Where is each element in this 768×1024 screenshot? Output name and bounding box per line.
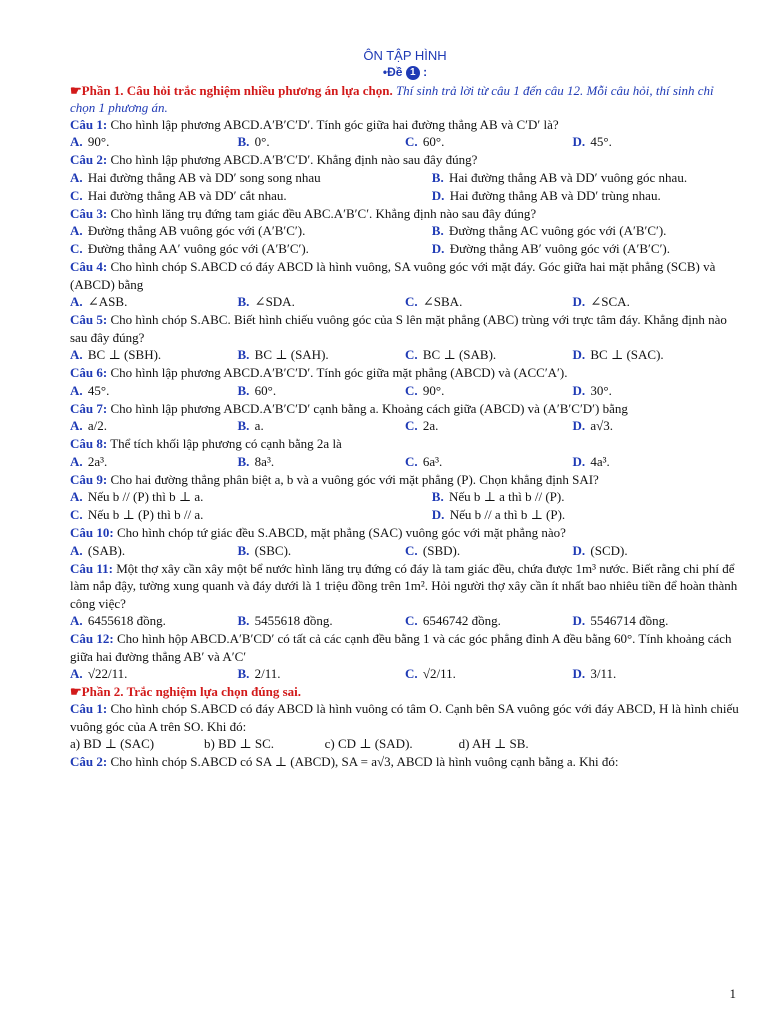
- option-key: B.: [237, 418, 250, 434]
- question-label: Câu 4:: [70, 259, 108, 275]
- question-stem: [70, 435, 740, 453]
- exam-number: [70, 65, 740, 80]
- answer-options: [70, 417, 740, 435]
- answer-option-d[interactable]: [573, 417, 741, 435]
- option-key: B.: [237, 134, 250, 150]
- question-6: [70, 364, 740, 400]
- answer-option-c[interactable]: [405, 542, 573, 560]
- option-key: B.: [237, 382, 250, 398]
- answer-option-c[interactable]: [405, 417, 573, 435]
- option-text: Nếu b // (P) thì b ⊥ a.: [87, 489, 204, 505]
- question-text: Thể tích khối lập phương có cạnh bằng 2a là: [110, 436, 342, 452]
- answer-option-c[interactable]: [405, 665, 573, 683]
- question-label: Câu 2:: [70, 152, 108, 168]
- option-text: (SBC).: [254, 542, 292, 558]
- question-text: Cho hình lập phương ABCD.A′B′C′D′. Tính góc giữa mặt phẳng (ABCD) và (ACC′A′).: [110, 365, 568, 381]
- option-key: C.: [405, 418, 418, 434]
- option-key: D.: [572, 347, 586, 363]
- question-stem: [70, 364, 740, 382]
- option-key: A.: [70, 294, 83, 310]
- answer-option-c[interactable]: [405, 382, 573, 400]
- answer-options: [70, 453, 740, 471]
- question-text: Cho hình lập phương ABCD.A′B′C′D′ cạnh bằng a. Khoảng cách giữa (ABCD) và (A′B′C′D′) bằng: [110, 400, 628, 416]
- option-text: ∠ASB.: [87, 294, 128, 310]
- option-text: a/2.: [87, 418, 108, 434]
- answer-option-c[interactable]: [405, 453, 573, 471]
- exam-page: [70, 48, 740, 771]
- question-label: Câu 1:: [70, 116, 108, 132]
- answer-option-d[interactable]: [432, 187, 740, 205]
- part2-question-1: [70, 700, 740, 735]
- answer-options: [70, 542, 740, 560]
- option-key: B.: [237, 294, 250, 310]
- option-key: A.: [70, 489, 83, 505]
- option-key: A.: [70, 223, 83, 239]
- question-label: Câu 7:: [70, 400, 108, 416]
- option-text: 6455618 đồng.: [87, 613, 166, 629]
- answer-option-a[interactable]: [70, 612, 238, 630]
- option-text: (SAB).: [87, 542, 126, 558]
- answer-option-b[interactable]: [432, 169, 740, 187]
- answer-option-b[interactable]: [432, 222, 740, 240]
- option-key: D.: [572, 666, 586, 682]
- option-text: a.: [254, 418, 264, 434]
- answer-option-a[interactable]: [70, 133, 238, 151]
- option-text: Đường thẳng AC vuông góc với (A′B′C′).: [448, 223, 667, 239]
- answer-option-b[interactable]: [238, 133, 406, 151]
- question-9: [70, 471, 740, 525]
- answer-options: [70, 665, 740, 683]
- question-label: Câu 5:: [70, 312, 108, 328]
- answer-options: [70, 133, 740, 151]
- question-10: [70, 524, 740, 560]
- question-text: Cho hình hộp ABCD.A′B′CD′ có tất cả các cạnh đều bằng 1 và các góc phẳng đỉnh A đều bằng 60°. Tính khoảng cách giữa hai đường thẳng AB′ và A′C′: [70, 631, 732, 664]
- option-key: D.: [572, 542, 586, 558]
- statement-d: d) AH ⊥ SB.: [458, 736, 529, 752]
- option-key: D.: [431, 241, 445, 257]
- option-key: C.: [405, 134, 418, 150]
- question-text: Cho hình chóp S.ABCD có SA ⊥ (ABCD), SA = a√3, ABCD là hình vuông cạnh bằng a. Khi đó:: [110, 754, 619, 770]
- answer-option-a[interactable]: [70, 665, 238, 683]
- statement-a: a) BD ⊥ (SAC): [70, 736, 155, 752]
- answer-options: [70, 293, 740, 311]
- answer-option-c[interactable]: [405, 133, 573, 151]
- question-text: Một thợ xây cần xây một bể nước hình lăng trụ đứng có đáy là tam giác đều, chứa được 1m³ nước. Biết rằng chi phí để làm nắp đậy, tường xung quanh và đáy dưới là 1 triệu đồng trên 1m². Hỏi người thợ xây cần ít nhất bao nhiêu tiền để hoàn thành công việc?: [70, 560, 738, 611]
- option-text: (SCD).: [590, 542, 628, 558]
- question-2: [70, 151, 740, 205]
- question-label: Câu 10:: [70, 525, 114, 541]
- question-label: Câu 9:: [70, 471, 108, 487]
- part1-title: ☛Phần 1. Câu hỏi trắc nghiệm nhiều phương án lựa chọn.: [70, 82, 393, 98]
- option-key: D.: [572, 382, 586, 398]
- option-text: 0°.: [254, 134, 270, 150]
- option-text: 90°.: [422, 382, 445, 398]
- question-stem: [70, 205, 740, 223]
- statement-b: b) BD ⊥ SC.: [204, 736, 275, 752]
- answer-option-a[interactable]: [70, 453, 238, 471]
- option-text: ∠SCA.: [590, 294, 630, 310]
- option-text: Nếu b ⊥ a thì b // (P).: [448, 489, 565, 505]
- question-list: [70, 116, 740, 684]
- option-text: 45°.: [590, 134, 612, 150]
- page-number: 1: [729, 986, 736, 1001]
- option-text: Hai đường thẳng AB và DD′ trùng nhau.: [449, 187, 661, 203]
- option-key: A.: [70, 613, 83, 629]
- question-text: Cho hình lập phương ABCD.A′B′C′D′. Tính góc giữa hai đường thẳng AB và C′D′ là?: [110, 116, 559, 132]
- option-text: √22/11.: [87, 666, 128, 682]
- question-8: [70, 435, 740, 471]
- question-11: [70, 560, 740, 631]
- question-text: Cho hình chóp tứ giác đều S.ABCD, mặt phẳng (SAC) vuông góc với mặt phẳng nào?: [116, 525, 566, 541]
- question-stem: [70, 524, 740, 542]
- question-3: [70, 205, 740, 259]
- answer-options: [70, 240, 740, 258]
- question-7: [70, 400, 740, 436]
- option-text: 4a³.: [590, 453, 610, 469]
- option-key: B.: [237, 453, 250, 469]
- answer-option-d[interactable]: [432, 240, 740, 258]
- answer-option-a[interactable]: [70, 542, 238, 560]
- option-text: 6546742 đồng.: [422, 613, 501, 629]
- option-key: C.: [405, 666, 418, 682]
- part2-question-2: [70, 753, 740, 771]
- question-stem: [70, 311, 740, 346]
- option-text: 90°.: [87, 134, 110, 150]
- question-label: Câu 11:: [70, 560, 113, 576]
- question-5: [70, 311, 740, 364]
- question-label: Câu 3:: [70, 205, 108, 221]
- option-text: 2a.: [422, 418, 439, 434]
- option-key: B.: [431, 489, 444, 505]
- option-text: Đường thẳng AA′ vuông góc với (A′B′C′).: [87, 241, 309, 257]
- question-4: [70, 258, 740, 311]
- option-text: 2/11.: [254, 666, 281, 682]
- question-label: Câu 8:: [70, 436, 108, 452]
- answer-option-a[interactable]: [70, 169, 432, 187]
- option-text: 2a³.: [87, 453, 108, 469]
- answer-option-c[interactable]: [405, 293, 573, 311]
- option-text: ∠SBA.: [422, 294, 463, 310]
- option-key: A.: [70, 542, 83, 558]
- question-stem: [70, 258, 740, 293]
- answer-option-b[interactable]: [238, 293, 406, 311]
- question-text: Cho hình lập phương ABCD.A′B′C′D′. Khẳng định nào sau đây đúng?: [110, 152, 478, 168]
- part2-heading: [70, 683, 740, 700]
- answer-option-b[interactable]: [238, 346, 406, 364]
- question-text: Cho hình lăng trụ đứng tam giác đều ABC.A′B′C′. Khẳng định nào sau đây đúng?: [110, 205, 537, 221]
- option-key: A.: [70, 347, 83, 363]
- option-text: a√3.: [590, 418, 614, 434]
- question-text: Cho hai đường thẳng phân biệt a, b và a vuông góc với mặt phẳng (P). Chọn khẳng định SAI?: [110, 471, 599, 487]
- answer-option-b[interactable]: [238, 382, 406, 400]
- option-key: D.: [572, 453, 586, 469]
- answer-option-a[interactable]: [70, 382, 238, 400]
- question-stem: [70, 471, 740, 489]
- option-key: B.: [237, 347, 250, 363]
- option-key: D.: [431, 507, 445, 523]
- option-key: C.: [70, 241, 83, 257]
- answer-option-c[interactable]: [405, 612, 573, 630]
- answer-option-b[interactable]: [238, 417, 406, 435]
- option-text: 3/11.: [590, 666, 617, 682]
- question-stem: [70, 630, 740, 665]
- option-key: C.: [70, 187, 83, 203]
- answer-options: [70, 612, 740, 630]
- question-1: [70, 116, 740, 152]
- exam-number-suffix: :: [423, 65, 428, 79]
- question-text: Cho hình chóp S.ABCD có đáy ABCD là hình vuông có tâm O. Cạnh bên SA vuông góc với đáy ABCD, H là hình chiếu vuông góc của A trên SO. Khi đó:: [70, 701, 739, 734]
- part2-title: ☛Phần 2. Trắc nghiệm lựa chọn đúng sai.: [70, 684, 301, 700]
- option-text: Đường thẳng AB′ vuông góc với (A′B′C′).: [449, 241, 670, 257]
- answer-option-b[interactable]: [238, 542, 406, 560]
- option-key: C.: [405, 347, 418, 363]
- option-key: D.: [431, 187, 445, 203]
- answer-option-d[interactable]: [573, 665, 741, 683]
- answer-options: [70, 222, 740, 240]
- answer-option-b[interactable]: [432, 488, 740, 506]
- exam-number-prefix: •Đề: [382, 65, 403, 79]
- question-label: Câu 2:: [70, 754, 108, 770]
- answer-options: [70, 187, 740, 205]
- question-stem: [70, 151, 740, 169]
- answer-option-c[interactable]: [70, 187, 432, 205]
- option-key: B.: [237, 666, 250, 682]
- option-text: ∠SDA.: [254, 294, 295, 310]
- answer-option-a[interactable]: [70, 488, 432, 506]
- answer-options: [70, 346, 740, 364]
- answer-option-a[interactable]: [70, 293, 238, 311]
- part1-heading: [70, 82, 740, 116]
- option-key: A.: [70, 382, 83, 398]
- answer-option-b[interactable]: [238, 665, 406, 683]
- exam-number-badge: 1: [406, 66, 420, 80]
- answer-option-d[interactable]: [573, 293, 741, 311]
- option-key: C.: [70, 507, 83, 523]
- answer-option-b[interactable]: [238, 612, 406, 630]
- question-stem: [70, 400, 740, 418]
- part1-note: Thí sinh trả lời từ câu 1 đến câu 12. Mỗi câu hỏi, thí sinh chỉ chọn 1 phương án.: [70, 82, 714, 115]
- option-text: Hai đường thẳng AB và DD′ song song nhau: [87, 169, 321, 185]
- answer-option-c[interactable]: [405, 346, 573, 364]
- option-key: B.: [237, 542, 250, 558]
- answer-option-d[interactable]: [573, 542, 741, 560]
- option-key: C.: [405, 542, 418, 558]
- option-text: 5455618 đồng.: [254, 613, 333, 629]
- option-text: 60°.: [422, 134, 445, 150]
- option-text: 60°.: [254, 382, 277, 398]
- option-text: (SBD).: [422, 542, 461, 558]
- answer-options: [70, 488, 740, 506]
- option-key: D.: [572, 134, 586, 150]
- question-stem: [70, 116, 740, 134]
- option-text: BC ⊥ (SAC).: [590, 347, 664, 363]
- answer-option-d[interactable]: [432, 506, 740, 524]
- question-label: Câu 6:: [70, 365, 108, 381]
- answer-option-b[interactable]: [238, 453, 406, 471]
- option-key: C.: [405, 382, 418, 398]
- answer-options: [70, 169, 740, 187]
- option-text: Đường thẳng AB vuông góc với (A′B′C′).: [87, 223, 306, 239]
- question-label: Câu 12:: [70, 631, 114, 647]
- option-key: B.: [431, 169, 444, 185]
- answer-option-d[interactable]: [573, 346, 741, 364]
- option-key: D.: [572, 613, 586, 629]
- option-text: BC ⊥ (SAH).: [254, 347, 329, 363]
- page-title: ÔN TẬP HÌNH: [363, 48, 447, 63]
- option-key: C.: [405, 294, 418, 310]
- option-text: Hai đường thẳng AB và DD′ vuông góc nhau.: [448, 169, 688, 185]
- option-text: Nếu b // a thì b ⊥ (P).: [449, 507, 566, 523]
- answer-option-d[interactable]: [573, 382, 741, 400]
- answer-option-a[interactable]: [70, 346, 238, 364]
- answer-option-d[interactable]: [573, 133, 741, 151]
- part2-question-1-items: [70, 735, 740, 753]
- question-text: Cho hình chóp S.ABCD có đáy ABCD là hình vuông, SA vuông góc với mặt đáy. Góc giữa hai mặt phẳng (SCB) và (ABCD) bằng: [70, 259, 716, 292]
- option-key: A.: [70, 134, 83, 150]
- answer-option-d[interactable]: [573, 612, 741, 630]
- question-stem: [70, 560, 740, 613]
- option-key: D.: [572, 294, 586, 310]
- statement-c: c) CD ⊥ (SAD).: [324, 736, 413, 752]
- answer-option-c[interactable]: [70, 240, 432, 258]
- option-text: Hai đường thẳng AB và DD′ cắt nhau.: [87, 187, 287, 203]
- question-12: [70, 630, 740, 683]
- option-key: C.: [405, 453, 418, 469]
- option-text: Nếu b ⊥ (P) thì b // a.: [87, 507, 204, 523]
- option-text: √2/11.: [422, 666, 456, 682]
- option-key: D.: [572, 418, 586, 434]
- option-text: BC ⊥ (SAB).: [422, 347, 497, 363]
- option-key: A.: [70, 453, 83, 469]
- option-text: 6a³.: [422, 453, 443, 469]
- answer-option-a[interactable]: [70, 222, 432, 240]
- option-text: BC ⊥ (SBH).: [87, 347, 162, 363]
- option-text: 8a³.: [254, 453, 275, 469]
- option-text: 45°.: [87, 382, 110, 398]
- option-key: A.: [70, 418, 83, 434]
- option-text: 5546714 đồng.: [590, 613, 669, 629]
- question-label: Câu 1:: [70, 701, 108, 717]
- option-text: 30°.: [590, 382, 612, 398]
- answer-option-d[interactable]: [573, 453, 741, 471]
- question-text: Cho hình chóp S.ABC. Biết hình chiếu vuông góc của S lên mặt phẳng (ABC) trùng với trực tâm đáy. Khẳng định nào sau đây đúng?: [70, 312, 727, 345]
- option-key: A.: [70, 169, 83, 185]
- answer-option-a[interactable]: [70, 417, 238, 435]
- answer-options: [70, 506, 740, 524]
- answer-options: [70, 382, 740, 400]
- option-key: C.: [405, 613, 418, 629]
- option-key: B.: [431, 223, 444, 239]
- option-key: B.: [237, 613, 250, 629]
- option-key: A.: [70, 666, 83, 682]
- answer-option-c[interactable]: [70, 506, 432, 524]
